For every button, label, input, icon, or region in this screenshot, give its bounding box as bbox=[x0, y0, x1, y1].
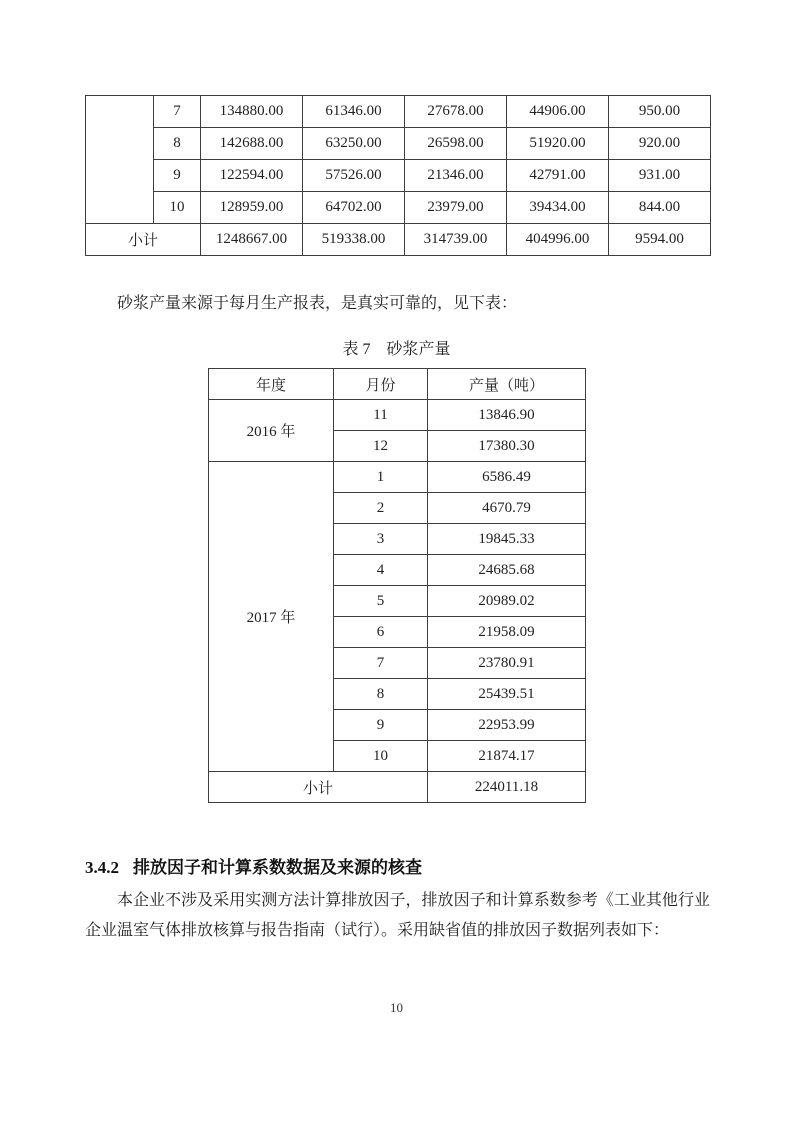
table-cell: 314739.00 bbox=[405, 224, 507, 256]
table-cell-output: 23780.91 bbox=[428, 648, 586, 679]
table-row bbox=[209, 400, 586, 431]
table-cell-month: 6 bbox=[334, 617, 428, 648]
intro-paragraph: 砂浆产量来源于每月生产报表，是真实可靠的，见下表： bbox=[117, 295, 518, 312]
table-cell: 21346.00 bbox=[405, 160, 507, 192]
table-row bbox=[209, 462, 586, 493]
column-header-year: 年度 bbox=[209, 369, 334, 400]
table-cell: 134880.00 bbox=[201, 96, 303, 128]
year-cell-2016: 2016 年 bbox=[209, 400, 334, 462]
table-cell-month: 10 bbox=[154, 192, 201, 224]
table-cell: 1248667.00 bbox=[201, 224, 303, 256]
table-cell: 122594.00 bbox=[201, 160, 303, 192]
table-cell: 9594.00 bbox=[609, 224, 711, 256]
table-cell-output: 24685.68 bbox=[428, 555, 586, 586]
continuation-table bbox=[85, 95, 711, 256]
table-cell: 61346.00 bbox=[303, 96, 405, 128]
table-cell: 128959.00 bbox=[201, 192, 303, 224]
table-cell: 51920.00 bbox=[507, 128, 609, 160]
column-header-output: 产量（吨） bbox=[428, 369, 586, 400]
table-row-subtotal bbox=[209, 772, 586, 803]
table-cell-month: 4 bbox=[334, 555, 428, 586]
table-cell-output: 4670.79 bbox=[428, 493, 586, 524]
table-cell-month: 7 bbox=[154, 96, 201, 128]
table-row bbox=[86, 96, 711, 128]
table-cell: 26598.00 bbox=[405, 128, 507, 160]
table-cell: 23979.00 bbox=[405, 192, 507, 224]
table-cell: 950.00 bbox=[609, 96, 711, 128]
table-cell: 57526.00 bbox=[303, 160, 405, 192]
section-title: 排放因子和计算系数数据及来源的核查 bbox=[133, 858, 422, 877]
table-cell-output: 25439.51 bbox=[428, 679, 586, 710]
table-cell: 39434.00 bbox=[507, 192, 609, 224]
subtotal-label: 小计 bbox=[86, 224, 201, 256]
table-cell-month: 8 bbox=[154, 128, 201, 160]
subtotal-label: 小计 bbox=[209, 772, 428, 803]
table-cell-output: 17380.30 bbox=[428, 431, 586, 462]
table-cell-output: 6586.49 bbox=[428, 462, 586, 493]
table-cell: 931.00 bbox=[609, 160, 711, 192]
column-header-month: 月份 bbox=[334, 369, 428, 400]
table-cell: 64702.00 bbox=[303, 192, 405, 224]
section-heading bbox=[85, 853, 710, 878]
table-header-row bbox=[209, 369, 586, 400]
section-paragraph: 本企业不涉及采用实测方法计算排放因子，排放因子和计算系数参考《工业其他行业企业温室气体排放核算与报告指南（试行）。采用缺省值的排放因子数据列表如下： bbox=[85, 892, 710, 939]
section-number: 3.4.2 bbox=[85, 858, 119, 877]
table-cell-month: 5 bbox=[334, 586, 428, 617]
table-cell-output: 21958.09 bbox=[428, 617, 586, 648]
table-cell-month: 12 bbox=[334, 431, 428, 462]
table-cell-output: 21874.17 bbox=[428, 741, 586, 772]
table-cell-month: 11 bbox=[334, 400, 428, 431]
table-cell: 27678.00 bbox=[405, 96, 507, 128]
table-row bbox=[86, 128, 711, 160]
table-cell-month: 1 bbox=[334, 462, 428, 493]
table-cell: 63250.00 bbox=[303, 128, 405, 160]
table-row bbox=[86, 192, 711, 224]
table-cell-month: 9 bbox=[334, 710, 428, 741]
table-cell: 44906.00 bbox=[507, 96, 609, 128]
table-row bbox=[86, 160, 711, 192]
table-cell: 42791.00 bbox=[507, 160, 609, 192]
table7-caption: 表 7 砂浆产量 bbox=[342, 341, 451, 358]
table-cell-year-empty bbox=[86, 96, 154, 224]
table-cell-output: 22953.99 bbox=[428, 710, 586, 741]
table-cell-month: 8 bbox=[334, 679, 428, 710]
table-row-subtotal bbox=[86, 224, 711, 256]
table-cell-output: 20989.02 bbox=[428, 586, 586, 617]
table-cell-month: 3 bbox=[334, 524, 428, 555]
table-cell-month: 9 bbox=[154, 160, 201, 192]
table-cell-month: 2 bbox=[334, 493, 428, 524]
table-cell: 142688.00 bbox=[201, 128, 303, 160]
table-cell: 920.00 bbox=[609, 128, 711, 160]
table-cell-output: 13846.90 bbox=[428, 400, 586, 431]
page-number: 10 bbox=[390, 1000, 403, 1015]
table-cell: 844.00 bbox=[609, 192, 711, 224]
table-cell-output: 19845.33 bbox=[428, 524, 586, 555]
table-cell-month: 10 bbox=[334, 741, 428, 772]
year-cell-2017: 2017 年 bbox=[209, 462, 334, 772]
table-cell-month: 7 bbox=[334, 648, 428, 679]
table-cell: 519338.00 bbox=[303, 224, 405, 256]
subtotal-value: 224011.18 bbox=[428, 772, 586, 803]
table-cell: 404996.00 bbox=[507, 224, 609, 256]
mortar-output-table bbox=[208, 368, 586, 803]
